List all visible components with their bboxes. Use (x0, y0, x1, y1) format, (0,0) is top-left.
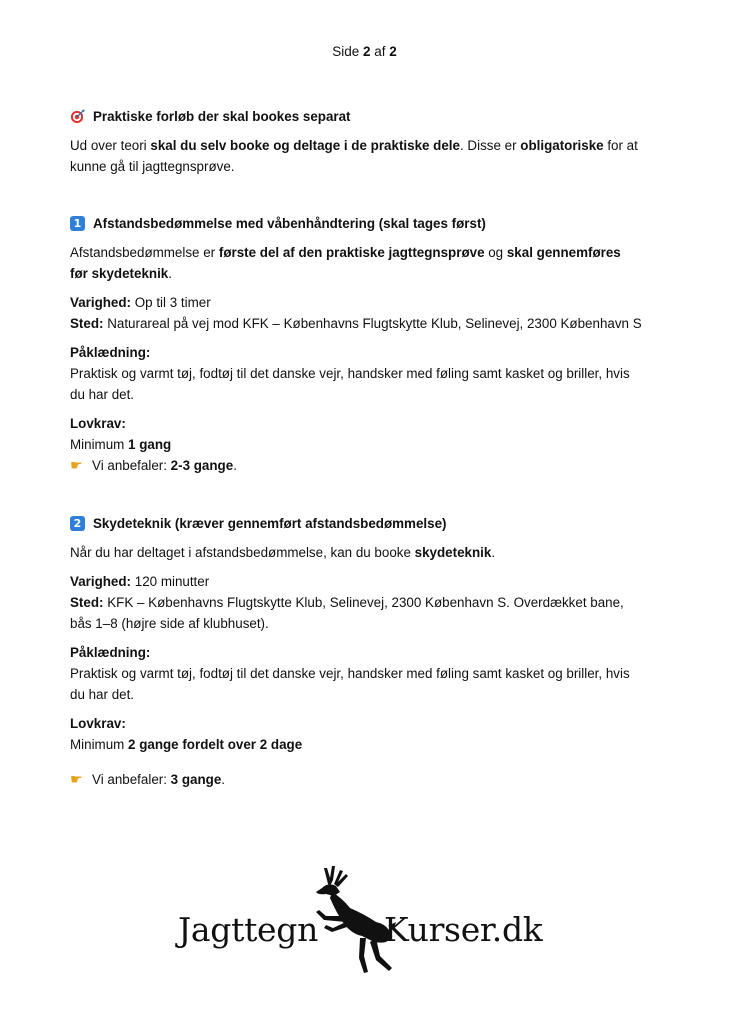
pointing-hand-icon: ☛ (70, 458, 83, 474)
section2-heading (70, 513, 670, 534)
page-of: af (374, 44, 386, 59)
section1-law-label: Lovkrav: (70, 416, 126, 431)
intro-title: Praktiske forløb der skal bookes separat (93, 109, 351, 124)
keycap-2-icon: 2 (70, 516, 85, 531)
section1-title: Afstandsbedømmelse med våbenhåndtering (skal tages først) (93, 216, 486, 231)
section1-heading (70, 213, 670, 234)
intro-paragraph: Ud over teori skal du selv booke og deltage i de praktiske dele. Disse er obligatoriske for at kunne gå til jagttegnsprøve. (70, 138, 638, 174)
section1-intro: Afstandsbedømmelse er første del af den praktiske jagttegnsprøve og skal gennemføres før skydeteknik. (70, 245, 621, 281)
page-total: 2 (389, 44, 397, 59)
keycap-1-icon: 1 (70, 216, 85, 231)
target-icon (70, 109, 85, 124)
pointing-hand-icon: ☛ (70, 772, 83, 788)
section2-law-label: Lovkrav: (70, 716, 126, 731)
document-body (70, 106, 670, 791)
page-current: 2 (362, 44, 371, 59)
page-number (0, 44, 729, 59)
section1-duration: Varighed: Op til 3 timer (70, 295, 211, 310)
section2-duration: Varighed: 120 minutter (70, 574, 210, 589)
section1-place: Sted: Naturareal på vej mod KFK – Københavns Flugtskytte Klub, Selinevej, 2300 København S (70, 316, 642, 331)
brand-logo (178, 858, 548, 978)
section2-clothing-text: Praktisk og varmt tøj, fodtøj til det danske vejr, handsker med føling samt kasket og briller, hvis du har det. (70, 666, 630, 702)
page-prefix: Side (332, 44, 360, 59)
section2-intro: Når du har deltaget i afstandsbedømmelse, kan du booke skydeteknik. (70, 545, 496, 560)
section1-clothing-label: Påklædning: (70, 345, 151, 360)
section1-law-text: Minimum 1 gang (70, 437, 172, 452)
logo-text-left: Jagttegn (178, 910, 319, 949)
section2-law-text: Minimum 2 gange fordelt over 2 dage (70, 737, 303, 752)
section1-clothing-text: Praktisk og varmt tøj, fodtøj til det danske vejr, handsker med føling samt kasket og briller, hvis du har det. (70, 366, 630, 402)
section2-title: Skydeteknik (kræver gennemført afstandsbedømmelse) (93, 516, 447, 531)
section2-clothing-label: Påklædning: (70, 645, 151, 660)
section2-recommendation: ☛ Vi anbefaler: 3 gange. (70, 769, 670, 791)
section1-recommendation: ☛ Vi anbefaler: 2-3 gange. (70, 455, 670, 477)
section2-place: Sted: KFK – Københavns Flugtskytte Klub, Selinevej, 2300 København S. Overdækket bane, bås 1–8 (højre side af klubhuset). (70, 595, 624, 631)
logo-text-right: Kurser.dk (384, 910, 543, 949)
intro-heading (70, 106, 670, 127)
